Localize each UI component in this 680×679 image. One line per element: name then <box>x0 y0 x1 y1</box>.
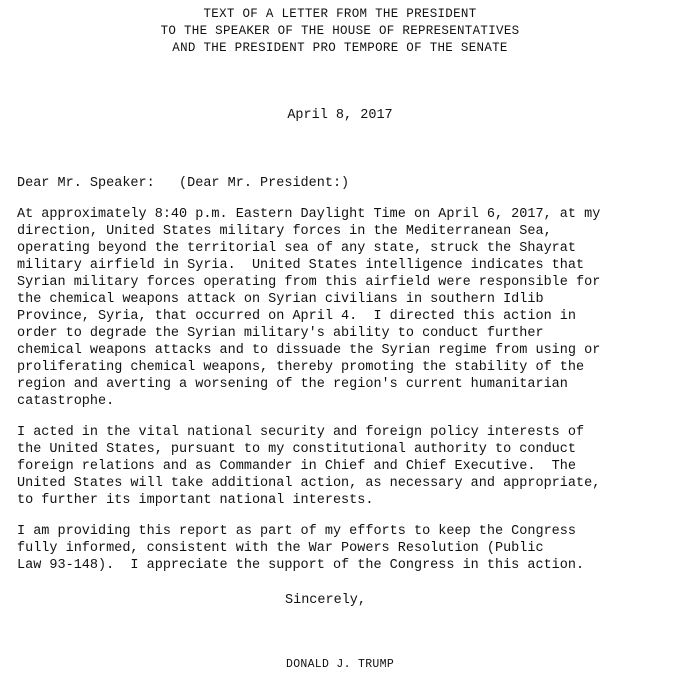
header-line: TEXT OF A LETTER FROM THE PRESIDENT <box>203 7 477 21</box>
paragraph-line: United States will take additional action, as necessary and appropriate, <box>17 476 601 491</box>
closing: Sincerely, <box>285 593 367 608</box>
body-paragraph <box>17 206 677 410</box>
letter-header <box>0 6 680 57</box>
paragraph-line: Syrian military forces operating from this airfield were responsible for <box>17 275 601 290</box>
body-paragraph <box>17 424 677 509</box>
header-line: AND THE PRESIDENT PRO TEMPORE OF THE SENATE <box>172 41 508 55</box>
paragraph-line: chemical weapons attacks and to dissuade the Syrian regime from using or <box>17 343 601 358</box>
paragraph-line: region and averting a worsening of the region's current humanitarian <box>17 377 568 392</box>
paragraph-line: fully informed, consistent with the War Powers Resolution (Public <box>17 541 544 556</box>
salutation: Dear Mr. Speaker: (Dear Mr. President:) <box>17 176 350 191</box>
paragraph-line: to further its important national interests. <box>17 493 374 508</box>
paragraph-line: At approximately 8:40 p.m. Eastern Daylight Time on April 6, 2017, at my <box>17 207 601 222</box>
body-paragraph <box>17 523 677 574</box>
paragraph-line: operating beyond the territorial sea of any state, struck the Shayrat <box>17 241 576 256</box>
header-line: TO THE SPEAKER OF THE HOUSE OF REPRESENTATIVES <box>160 24 520 38</box>
paragraph-line: direction, United States military forces in the Mediterranean Sea, <box>17 224 552 239</box>
paragraph-line: foreign relations and as Commander in Chief and Chief Executive. The <box>17 459 576 474</box>
paragraph-line: catastrophe. <box>17 394 115 409</box>
paragraph-line: proliferating chemical weapons, thereby promoting the stability of the <box>17 360 585 375</box>
paragraph-line: order to degrade the Syrian military's ability to conduct further <box>17 326 544 341</box>
paragraph-line: Law 93-148). I appreciate the support of the Congress in this action. <box>17 558 585 573</box>
paragraph-line: I am providing this report as part of my efforts to keep the Congress <box>17 524 576 539</box>
letter-date: April 8, 2017 <box>287 108 393 123</box>
signature-name: DONALD J. TRUMP <box>286 658 395 671</box>
paragraph-line: I acted in the vital national security and foreign policy interests of <box>17 425 585 440</box>
paragraph-line: military airfield in Syria. United States intelligence indicates that <box>17 258 585 273</box>
paragraph-line: the United States, pursuant to my constitutional authority to conduct <box>17 442 576 457</box>
paragraph-line: the chemical weapons attack on Syrian civilians in southern Idlib <box>17 292 544 307</box>
paragraph-line: Province, Syria, that occurred on April 4. I directed this action in <box>17 309 576 324</box>
